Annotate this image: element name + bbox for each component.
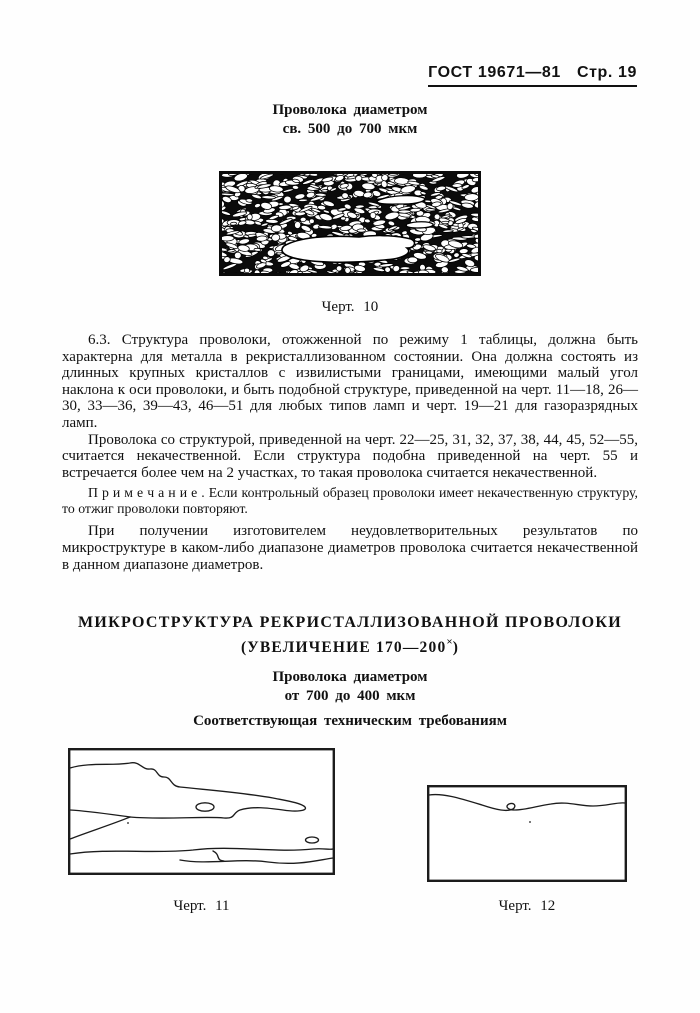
figure-12-caption: Черт. 12 <box>498 898 556 914</box>
microstructure-heading <box>0 613 700 657</box>
magnification-line <box>0 637 700 657</box>
figure-11-caption: Черт. 11 <box>173 898 230 914</box>
page-header <box>428 64 637 87</box>
wire-diameter-heading-mid <box>0 668 700 706</box>
wire-diameter-line2: от 700 до 400 мкм <box>284 688 416 704</box>
conformity-heading: Соответствующая техническим требованиям <box>193 713 507 729</box>
section-6-3 <box>62 332 638 573</box>
magnification-times-sign: × <box>446 636 453 648</box>
figure-10-caption: Черт. 10 <box>321 299 379 315</box>
wire-diameter-line1: Проволока диаметром <box>272 669 428 685</box>
magnification-prefix: (УВЕЛИЧЕНИЕ 170—200 <box>240 639 447 657</box>
microstructure-title: МИКРОСТРУКТУРА РЕКРИСТАЛЛИЗОВАННОЙ ПРОВОЛОКИ <box>77 614 623 631</box>
tiny-grain-island <box>306 837 319 843</box>
sketch-figure-11 <box>68 748 335 880</box>
micrograph-figure-10 <box>219 171 481 281</box>
standard-number: ГОСТ 19671—81 <box>428 64 561 81</box>
sketch-image-12 <box>427 785 627 882</box>
paragraph-manufacturer: При получении изготовителем неудовлетворительных результатов по микроструктуре в каком-либо диапазоне диаметров проволока считается некачественной в данном диапазоне диаметров. <box>62 523 638 573</box>
paragraph-6-3: 6.3. Структура проволоки, отожженной по режиму 1 таблицы, должна быть характерна для металла в рекристаллизованном состоянии. Она должна состоять из длинных крупных кристаллов с извилистыми границами, имеющими малый угол наклона к оси проволоки, и быть подобной структуре, приведенной на черт. 11—18, 26—30, 33—36, 39—43, 46—51 для любых типов ламп и черт. 19—21 для газоразрядных ламп. <box>62 332 638 431</box>
paragraph-defective: Проволока со структурой, приведенной на черт. 22—25, 31, 32, 37, 38, 44, 45, 52—55, считается некачественной. Если структура подобна приведенной на черт. 55 и встречается более чем на 2 участках, то такая проволока считается некачественной. <box>62 431 638 481</box>
large-white-region <box>282 236 415 263</box>
speck <box>127 822 129 824</box>
speck <box>529 821 531 823</box>
header-rule <box>428 85 637 87</box>
sketch-figure-12 <box>427 785 627 887</box>
small-white-streak <box>406 222 433 228</box>
micrograph-image <box>219 171 481 276</box>
sketch-frame <box>428 786 626 881</box>
sketch-image-11 <box>68 748 335 875</box>
wire-diameter-line2: св. 500 до 700 мкм <box>282 121 418 137</box>
note-paragraph: П р и м е ч а н и е . Если контрольный образец проволоки имеет некачественную структуру, то отжиг проволоки повторяют. <box>62 485 638 517</box>
wire-diameter-line1: Проволока диаметром <box>272 102 428 118</box>
wire-diameter-heading-top <box>0 101 700 139</box>
magnification-suffix: ) <box>452 639 460 657</box>
page-number: Стр. 19 <box>576 64 637 81</box>
small-grain-island <box>196 803 214 811</box>
